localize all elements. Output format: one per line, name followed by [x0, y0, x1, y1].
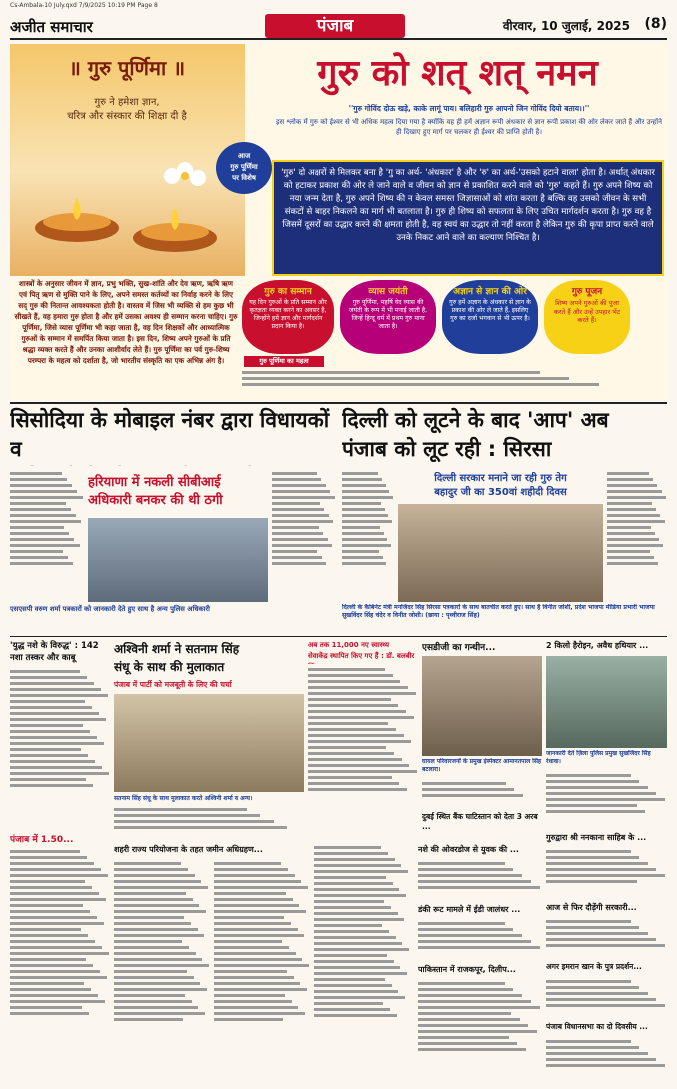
story-body	[308, 666, 418, 840]
story-subheadline: शहरी राज्य परियोजना के तहत जमीन अधिग्रहण...	[114, 845, 263, 854]
feature-subhead: गुरु पूर्णिमा का महत्व	[244, 356, 324, 367]
guru-purnima-artwork	[10, 44, 245, 276]
story-body	[607, 470, 667, 602]
photo-caption: सतनाम सिंह संधू के साथ मुलाकात करते अश्विनी शर्मा व अन्य।	[114, 795, 253, 802]
story-headline	[308, 640, 418, 664]
story-body	[272, 470, 336, 602]
headline-line: सिसोदिया के मोबाइल नंबर द्वारा विधायकों व	[10, 408, 330, 461]
column-left	[10, 640, 110, 1080]
section-divider	[10, 636, 667, 637]
headline-line: नशा तस्कर और काबू	[10, 653, 76, 663]
doha-explanation: इस श्लोक में गुरु को ईश्वर से भी अधिक महत्व दिया गया है क्योंकि वह ही हमें अज्ञान रूपी अंधकार से ज्ञान रूपी प्रकाश की ओर लेकर जाते हैं और उन्होंने ही दिखाए हुए मार्ग पर चलकर ही ईश्वर की प्राप्ति होती है।	[276, 118, 662, 136]
photo-headline-line: बहादुर जी का 350वां शहीदी दिवस	[434, 487, 567, 498]
guru-meaning-box: 'गुरु' दो अक्षरों से मिलकर बना है 'गु का अर्थ- 'अंधकार' है और 'रु' का अर्थ-'उसको हटाने वाला' होता है। अर्थात् अंधकार को हटाकर प्रकाश की ओर ले जाने वाले व जीवन को ज्ञान से प्रकाशित करने वाले को 'गुरु' कहते हैं। गुरु अपने शिष्य को नया जन्म देता है, गुरु अपने शिष्य की न केवल समस्त जिज्ञासाओं को शांत करता है बल्कि वह उसको जीवन के सभी संकटों से बाहर निकलने का मार्ग भी बतलाता है। गुरु ही शिष्य को सफलता के लिए उचित मार्गदर्शन करता है। गुरु वह है जिसमें दूसरों का उद्धार करने की क्षमता होती है, वह स्वयं का उद्धार तो नहीं करता है लेकिन गुरु की कृपा प्राप्त करने वाले उनके निकट आने वाले का कल्याण निश्चित है।	[272, 160, 664, 276]
section-logo: पंजाब	[265, 14, 405, 38]
story-body	[314, 844, 410, 1080]
feature-headline: गुरु को शत् शत् नमन	[317, 53, 598, 94]
quote-line-1: गुरु ने हमेशा ज्ञान,	[94, 97, 160, 108]
story-subheadline: पंजाब में पार्टी को मजबूती के लिए की चर्चा	[114, 680, 232, 689]
bubble-title: व्यास जयंती	[368, 287, 408, 297]
headline-line: 'युद्ध नशे के विरुद्ध' : 142	[10, 641, 99, 651]
subheadline-line: हरियाणा में नकली सीबीआई	[88, 475, 221, 490]
masthead	[10, 14, 667, 40]
bubble-title: गुरु पूजन	[571, 287, 603, 297]
photo-caption: दिल्ली के कैबिनेट मंत्री मनजिंदर सिंह सिरसा पत्रकारों के साथ बातचीत करते हुए। साथ है विनीत जोशी, प्रदेश भाजपा मीडिया प्रभारी भाजपा सुखविंदर सिंह चंदेर व विनीत जोशी। (छाया : पृथ्वीराज सिंह)	[342, 604, 655, 619]
story-headline	[114, 640, 304, 678]
press-photo	[422, 656, 542, 756]
bubble-agyan-se-gyan	[442, 280, 538, 354]
photo-headline	[398, 472, 603, 502]
bubble-body: गुरु पूर्णिमा, महर्षि वेद व्यास की जयंती के रूप में भी मनाई जाती है, जिन्हें हिन्दू धर्म में प्रथम गुरु माना जाता है।	[348, 299, 428, 330]
press-photo	[114, 694, 304, 792]
photo-caption: घायल परिवारजनों के प्रमुख इंस्पेक्टर आमानतपाल सिंह बटलारा।	[422, 758, 542, 773]
subheadline-line: अधिकारी बनकर की थी ठगी	[88, 493, 223, 508]
flower-icon	[160, 156, 210, 196]
section-divider	[10, 402, 667, 404]
quote-line-2: चरित्र और संस्कार की शिक्षा दी है	[67, 111, 187, 122]
photo-caption: एसएसपी वरुण शर्मा पत्रकारों को जानकारी देते हुए साथ है अन्य पुलिस अधिकारी	[10, 605, 210, 613]
story-heroin	[546, 640, 667, 1080]
story-subheadline: पाकिस्तान में राजकपूर, दिलीप...	[418, 965, 516, 974]
headline-line: सेवाकेंद्र स्थापित किए गए हैं : डॉ. बलबीर	[308, 652, 415, 660]
story-headline: 2 किलो हैरोइन, अवैध हथियार ...	[546, 641, 649, 650]
badge-line: आज	[237, 152, 251, 160]
column-box-head: पंजाब में 1.50...	[10, 835, 74, 845]
print-meta-line: Cs-Ambala-10 July.qxd 7/9/2025 10:19 PM Page 8	[10, 2, 158, 9]
story-headline: एसडीजी का गन्धीन...	[422, 643, 496, 653]
story-body	[422, 780, 542, 808]
story-sirsa	[342, 406, 667, 636]
story-body	[10, 470, 84, 600]
special-badge	[216, 142, 272, 194]
column-body	[10, 848, 110, 1076]
story-body	[418, 860, 542, 900]
story-body	[546, 772, 667, 828]
banner-title: ॥ गुरु पूर्णिमा ॥	[68, 56, 186, 80]
bubble-guru-pujan	[544, 280, 630, 354]
guru-purnima-feature	[10, 44, 667, 400]
story-body	[214, 860, 310, 1080]
story-body	[546, 848, 667, 898]
story-sdg	[422, 640, 542, 840]
headline-line: संधू के साथ की मुलाकात	[114, 660, 225, 674]
brand-name: अजीत समाचार	[10, 18, 93, 36]
bottom-center	[114, 844, 542, 1080]
story-ashwini-sharma	[114, 640, 304, 840]
story-subheadline: पंजाब विधानसभा का दो दिवसीय ...	[546, 1022, 648, 1031]
story-dr-balbir	[308, 640, 418, 840]
headline-line: पंजाब को लूट रही : सिरसा	[342, 437, 552, 461]
headline-line: अब तक 11,000 नए स्वास्थ्य	[308, 641, 390, 649]
bubble-body: गुरु हमें अज्ञान के अंधकार से ज्ञान के प्रकाश की ओर ले जाते हैं, इसलिए गुरु का दर्जा भगवान से भी ऊपर है।	[449, 299, 531, 322]
bubble-title: गुरु का सम्मान	[264, 287, 312, 297]
story-subheadline: अगर इमरान खान के पुत्र प्रदर्शन...	[546, 962, 642, 971]
issue-date: वीरवार, 10 जुलाई, 2025	[502, 19, 630, 33]
press-photo	[398, 504, 603, 602]
bubble-title: अज्ञान से ज्ञान की ओर	[453, 287, 527, 297]
feature-body-columns	[242, 369, 667, 397]
bubble-vyas-jayanti	[340, 280, 436, 354]
story-subheadline: दुबई स्थित बैंक घाटिस्तान को देता 3 अरब ...	[422, 812, 538, 831]
story-body	[546, 978, 667, 1018]
headline-line	[10, 464, 336, 466]
headline-line: अश्विनी शर्मा ने सतनाम सिंह	[114, 642, 240, 656]
column-body	[10, 668, 110, 828]
story-subheadline: गुरुद्वारा श्री ननकाना साहिब के ...	[546, 833, 647, 842]
story-headline	[10, 406, 336, 466]
story-body	[546, 918, 667, 958]
press-photo	[546, 656, 667, 748]
bubble-body: यह दिन गुरुओं के प्रति सम्मान और कृतज्ञता व्यक्त करने का अवसर है, जिन्होंने हमें ज्ञान और मार्गदर्शन प्रदान किया है।	[249, 299, 327, 330]
diya-icon	[130, 204, 220, 254]
photo-caption: जानकारी देते ज़िला पुलिस प्रमुख सुखजिंदर सिंह रंधावा।	[546, 750, 651, 765]
diya-icon	[32, 194, 122, 244]
headline-line: दिल्ली को लूटने के बाद 'आप' अब	[342, 408, 609, 432]
bubble-guru-samman	[242, 280, 334, 354]
story-body	[546, 1038, 667, 1078]
photo-headline-line: दिल्ली सरकार मनाने जा रही गुरु तेग	[434, 473, 567, 484]
story-body	[114, 860, 210, 1080]
story-subheadline: डंकी रूट मामले में ईडी जालंधर ...	[418, 905, 521, 914]
story-body	[114, 806, 304, 840]
badge-line: गुरु पूर्णिमा	[230, 163, 258, 171]
story-subheadline: नशे की ओवरडोज से युवक की ...	[418, 845, 519, 854]
story-headline	[342, 406, 667, 466]
story-body	[418, 980, 542, 1080]
badge-line: पर विशेष	[232, 174, 256, 182]
doha-quote: ''गुरु गोविंद दोऊ खड़े, काके लागूं पाय। बलिहारी गुरु आपनो जिन गोविंद दियो बताय।।''	[348, 104, 590, 113]
column-headline	[10, 640, 110, 666]
press-photo	[88, 518, 268, 602]
story-body	[342, 470, 394, 600]
story-subheadline: आज से फिर दौड़ेंगी सरकारी...	[546, 903, 637, 912]
story-subheadline	[88, 474, 268, 514]
bubble-body: शिष्य अपने गुरुओं की पूजा करते हैं और उन्हें उपहार भेंट करते हैं।	[553, 299, 621, 324]
feature-left-text: शास्त्रों के अनुसार जीवन में ज्ञान, प्रभु भक्ति, सुख-शांति और देव ऋण, ऋषि ऋण एवं पितृ ऋण से मुक्ति पाने के लिए, अपने समस्त कर्तव्यों का निर्वाह करने के लिए सद् गुरु की नितान्त आवश्यकता होती है। वास्तव में जिस भी व्यक्ति से हम कुछ भी सीखते हैं, वह हमारा गुरु होता है और हमें उसका अवश्य ही सम्मान करना चाहिए। गुरु पूर्णिमा, जिसे व्यास पूर्णिमा भी कहा जाता है, वह दिन शिक्षकों और आध्यात्मिक गुरुओं के सम्मान में समर्पित किया जाता है। इस दिन, शिष्य अपने गुरुओं के प्रति श्रद्धा व्यक्त करते हैं और उनका आशीर्वाद लेते हैं। गुरु पूर्णिमा का पर्व गुरु-शिष्य परम्परा के महत्व को दर्शाता है, जो भारतीय संस्कृति का एक अभिन्न अंग है।	[14, 279, 238, 365]
story-body	[418, 920, 542, 960]
page-number: (8)	[644, 16, 667, 32]
story-sisodia	[10, 406, 336, 636]
